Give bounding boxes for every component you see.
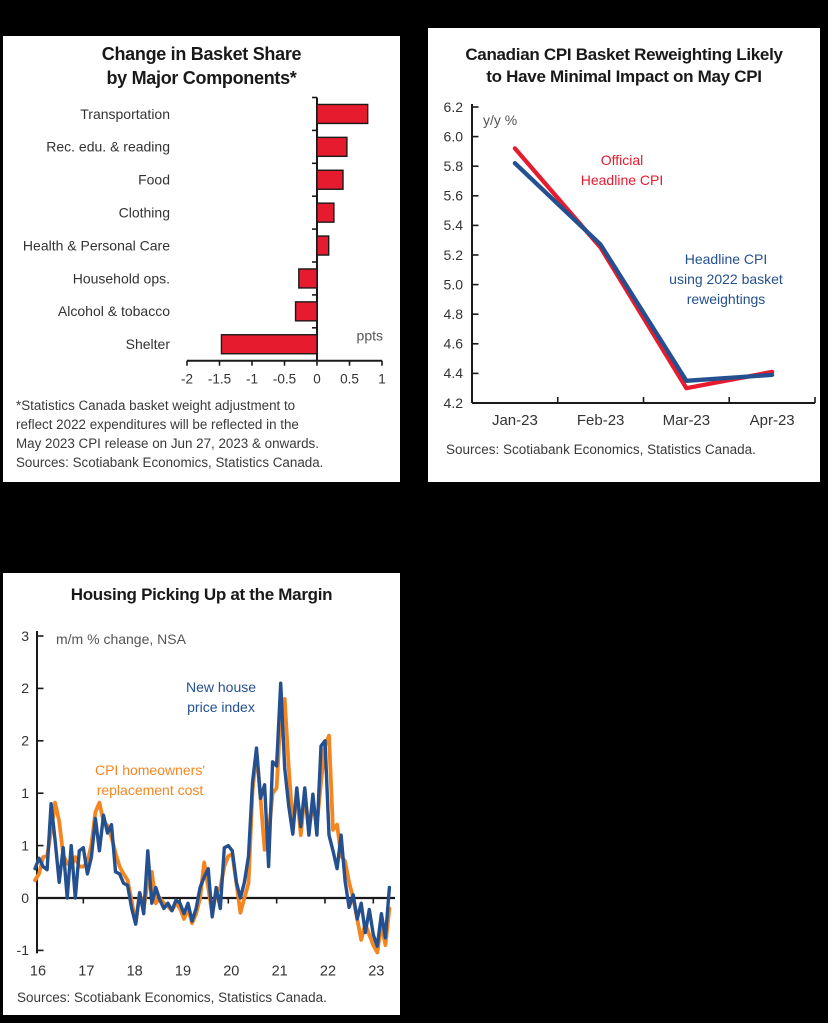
cpi-chart-title-line2: to Have Minimal Impact on May CPI xyxy=(486,67,762,86)
svg-text:5.6: 5.6 xyxy=(443,187,463,204)
svg-text:ppts: ppts xyxy=(356,327,383,344)
cpi-chart-title xyxy=(428,44,820,88)
new-house-price-index-series-label: New house price index xyxy=(185,679,257,715)
panel-cpi-reweighting xyxy=(428,28,820,482)
svg-text:1: 1 xyxy=(21,837,29,854)
svg-text:4.2: 4.2 xyxy=(443,394,463,411)
basket-chart-title xyxy=(3,42,400,90)
svg-text:Jan-23: Jan-23 xyxy=(491,412,538,429)
svg-text:3: 3 xyxy=(21,627,29,644)
svg-text:-2: -2 xyxy=(180,371,194,387)
svg-text:Alcohol & tobacco: Alcohol & tobacco xyxy=(57,303,170,320)
svg-text:Household ops.: Household ops. xyxy=(72,270,170,287)
svg-text:20: 20 xyxy=(223,963,240,980)
housing-y-axis-unit-label: m/m % change, NSA xyxy=(56,631,186,647)
svg-text:16: 16 xyxy=(29,963,47,980)
svg-text:Feb-23: Feb-23 xyxy=(576,412,625,429)
svg-text:22: 22 xyxy=(319,963,337,980)
svg-text:23: 23 xyxy=(368,963,385,980)
svg-text:Rec. edu. & reading: Rec. edu. & reading xyxy=(46,138,170,155)
svg-text:4.6: 4.6 xyxy=(443,335,463,352)
svg-text:2: 2 xyxy=(21,732,29,749)
panel-housing xyxy=(3,573,400,1015)
svg-text:-1: -1 xyxy=(16,942,29,959)
svg-text:18: 18 xyxy=(126,963,143,980)
official-headline-cpi-series-label: Official Headline CPI xyxy=(580,152,664,188)
cpi-chart-title-line1: Canadian CPI Basket Reweighting Likely xyxy=(465,45,783,64)
svg-text:5.4: 5.4 xyxy=(443,217,463,234)
svg-text:Shelter: Shelter xyxy=(125,336,170,353)
cpi-chart-source: Sources: Scotiabank Economics, Statistics Canada. xyxy=(446,442,756,457)
svg-text:17: 17 xyxy=(78,963,95,980)
basket-chart-title-line2: by Major Components* xyxy=(106,68,297,88)
svg-text:21: 21 xyxy=(271,963,288,980)
svg-text:1: 1 xyxy=(21,785,29,801)
svg-text:Health & Personal Care: Health & Personal Care xyxy=(22,237,170,254)
svg-text:Food: Food xyxy=(138,171,170,188)
svg-text:5.8: 5.8 xyxy=(443,158,463,174)
basket-chart-footnote: *Statistics Canada basket weight adjustment to reflect 2022 expenditures will be reflected in the May 2023 CPI release on Jun 27, 2023 & onwards. Sources: Scotiabank Economics, Statistics Canada. xyxy=(16,398,324,470)
svg-text:Clothing: Clothing xyxy=(118,204,170,221)
svg-text:-1: -1 xyxy=(245,371,259,387)
svg-text:5.0: 5.0 xyxy=(443,276,463,293)
basket-chart-title-line1: Change in Basket Share xyxy=(101,44,302,64)
svg-text:4.4: 4.4 xyxy=(443,365,463,382)
svg-text:6.2: 6.2 xyxy=(443,98,463,115)
reweighted-headline-cpi-series-label: Headline CPI using 2022 basket reweightings xyxy=(669,251,783,307)
cpi-homeowners-replacement-cost-series-label: CPI homeowners' replacement cost xyxy=(94,762,206,798)
svg-text:0.5: 0.5 xyxy=(340,371,359,387)
svg-text:0: 0 xyxy=(21,889,29,906)
svg-text:19: 19 xyxy=(174,963,192,980)
svg-text:2: 2 xyxy=(21,680,29,697)
svg-text:4.8: 4.8 xyxy=(443,306,463,322)
svg-text:6.0: 6.0 xyxy=(443,128,463,145)
panel-basket-share xyxy=(3,36,400,482)
cpi-y-axis-unit-label: y/y % xyxy=(483,112,518,128)
svg-text:Mar-23: Mar-23 xyxy=(662,412,711,429)
svg-text:5.2: 5.2 xyxy=(443,246,463,263)
svg-text:-1.5: -1.5 xyxy=(207,371,232,387)
svg-text:0: 0 xyxy=(313,371,321,387)
svg-text:Transportation: Transportation xyxy=(80,105,170,122)
svg-text:Apr-23: Apr-23 xyxy=(749,412,795,429)
svg-text:-0.5: -0.5 xyxy=(272,371,297,387)
housing-chart-source: Sources: Scotiabank Economics, Statistics Canada. xyxy=(17,990,327,1005)
svg-text:1: 1 xyxy=(378,371,386,387)
housing-chart-title: Housing Picking Up at the Margin xyxy=(70,585,333,604)
